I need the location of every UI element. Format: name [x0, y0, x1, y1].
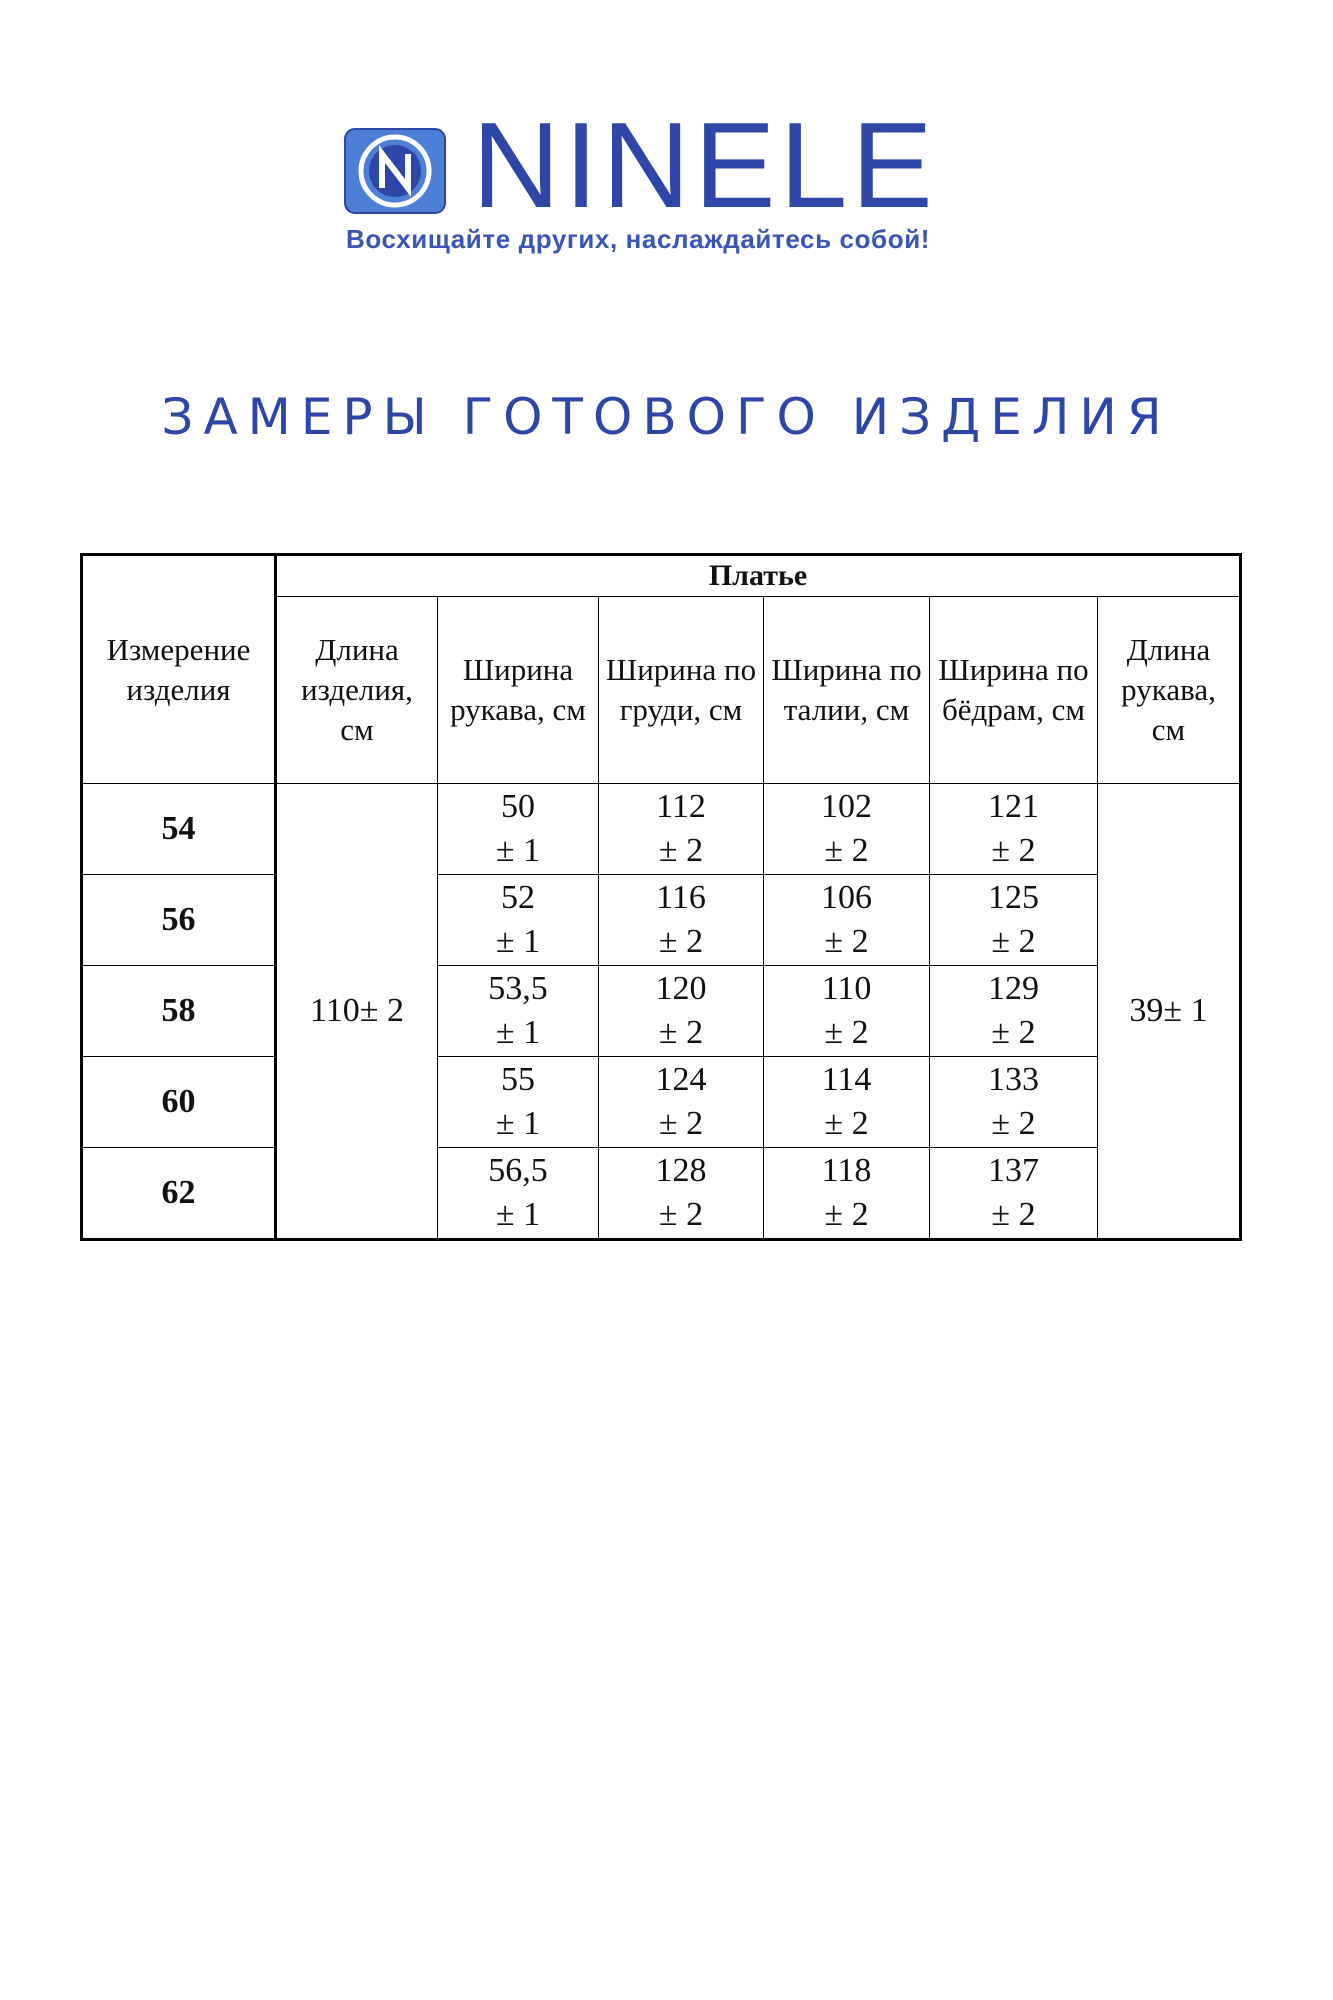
cell-tolerance: ± 2: [658, 1014, 704, 1051]
waist-cell: [764, 784, 930, 875]
cell-value: 125: [988, 879, 1039, 916]
cell-tolerance: ± 2: [991, 1196, 1036, 1233]
header-waist: Ширина по талии, см: [764, 597, 930, 784]
brand-name: NINELE: [472, 97, 937, 233]
header-measure: Измерение изделия: [82, 555, 276, 784]
cell-value: 121: [988, 788, 1039, 825]
hips-cell: [930, 1148, 1098, 1240]
cell-value: 112: [656, 788, 706, 825]
cell-value: 133: [988, 1061, 1039, 1098]
cell-tolerance: ± 2: [991, 832, 1036, 869]
hips-cell: [930, 784, 1098, 875]
sleeve-width-cell: [438, 875, 599, 966]
cell-tolerance: ± 2: [824, 1105, 869, 1142]
header-sleeve-length: Длина рукава, см: [1098, 597, 1241, 784]
brand-slogan: Восхищайте других, наслаждайтесь собой!: [346, 224, 931, 254]
size-cell: 60: [82, 1057, 276, 1148]
size-cell: 62: [82, 1148, 276, 1240]
sleeve-length-cell: [1098, 784, 1241, 1240]
cell-value: 56,5: [488, 1152, 548, 1189]
table-row: [82, 784, 1241, 875]
cell-value: 106: [821, 879, 872, 916]
cell-tolerance: ± 2: [991, 1014, 1036, 1051]
cell-tolerance: ± 2: [658, 923, 704, 960]
brand-logo: [344, 97, 994, 264]
length-cell: [276, 784, 438, 1240]
cell-tolerance: ± 2: [824, 832, 869, 869]
sleeve-width-cell: [438, 1148, 599, 1240]
chest-cell: [599, 784, 764, 875]
cell-value: 102: [821, 788, 872, 825]
cell-tolerance: ± 2: [359, 992, 404, 1029]
chest-cell: [599, 1057, 764, 1148]
table-row: [82, 875, 1241, 966]
cell-tolerance: ± 2: [991, 923, 1036, 960]
hips-cell: [930, 875, 1098, 966]
chest-cell: [599, 966, 764, 1057]
size-cell: 54: [82, 784, 276, 875]
cell-value: 120: [655, 970, 707, 1007]
cell-tolerance: ± 2: [824, 1196, 869, 1233]
size-cell: 56: [82, 875, 276, 966]
cell-value: 129: [988, 970, 1039, 1007]
cell-tolerance: ± 2: [658, 832, 704, 869]
table-body: [82, 784, 1241, 1240]
cell-value: 137: [988, 1152, 1039, 1189]
cell-value: 53,5: [488, 970, 548, 1007]
cell-tolerance: ± 2: [658, 1105, 704, 1142]
cell-value: 55: [501, 1061, 535, 1098]
cell-tolerance: ± 2: [658, 1196, 704, 1233]
sleeve-width-cell: [438, 1057, 599, 1148]
cell-value: 110: [310, 992, 360, 1029]
cell-tolerance: ± 1: [495, 832, 541, 869]
chest-cell: [599, 1148, 764, 1240]
header-group-dress: Платье: [276, 555, 1241, 597]
cell-value: 118: [821, 1152, 872, 1189]
cell-value: 39: [1129, 992, 1164, 1029]
measurements-table-wrap: [80, 553, 1242, 1241]
ninele-n-logo-icon: [344, 128, 446, 214]
page-title: ЗАМЕРЫ ГОТОВОГО ИЗДЕЛИЯ: [161, 388, 1172, 446]
cell-value: 124: [655, 1061, 707, 1098]
chest-cell: [599, 875, 764, 966]
cell-tolerance: ± 2: [824, 923, 869, 960]
size-cell: 58: [82, 966, 276, 1057]
sleeve-width-cell: [438, 966, 599, 1057]
header-chest: Ширина по груди, см: [599, 597, 764, 784]
cell-tolerance: ± 1: [495, 923, 541, 960]
header-hips: Ширина по бёдрам, см: [930, 597, 1098, 784]
sleeve-width-cell: [438, 784, 599, 875]
waist-cell: [764, 966, 930, 1057]
cell-tolerance: ± 2: [991, 1105, 1036, 1142]
measurements-table: [80, 553, 1242, 1241]
table-row: [82, 1057, 1241, 1148]
cell-value: 110: [821, 970, 872, 1007]
cell-tolerance: ± 1: [495, 1105, 541, 1142]
cell-tolerance: ± 2: [824, 1014, 869, 1051]
cell-tolerance: ± 1: [495, 1196, 541, 1233]
table-row: [82, 1148, 1241, 1240]
waist-cell: [764, 875, 930, 966]
cell-value: 128: [655, 1152, 707, 1189]
waist-cell: [764, 1057, 930, 1148]
cell-tolerance: ± 1: [1163, 992, 1208, 1029]
cell-value: 50: [501, 788, 535, 825]
cell-value: 116: [656, 879, 706, 916]
cell-value: 52: [501, 879, 535, 916]
hips-cell: [930, 1057, 1098, 1148]
hips-cell: [930, 966, 1098, 1057]
cell-value: 114: [821, 1061, 872, 1098]
header-length: Длина изделия, см: [276, 597, 438, 784]
header-sleeve-width: Ширина рукава, см: [438, 597, 599, 784]
cell-tolerance: ± 1: [495, 1014, 541, 1051]
table-row: [82, 966, 1241, 1057]
waist-cell: [764, 1148, 930, 1240]
